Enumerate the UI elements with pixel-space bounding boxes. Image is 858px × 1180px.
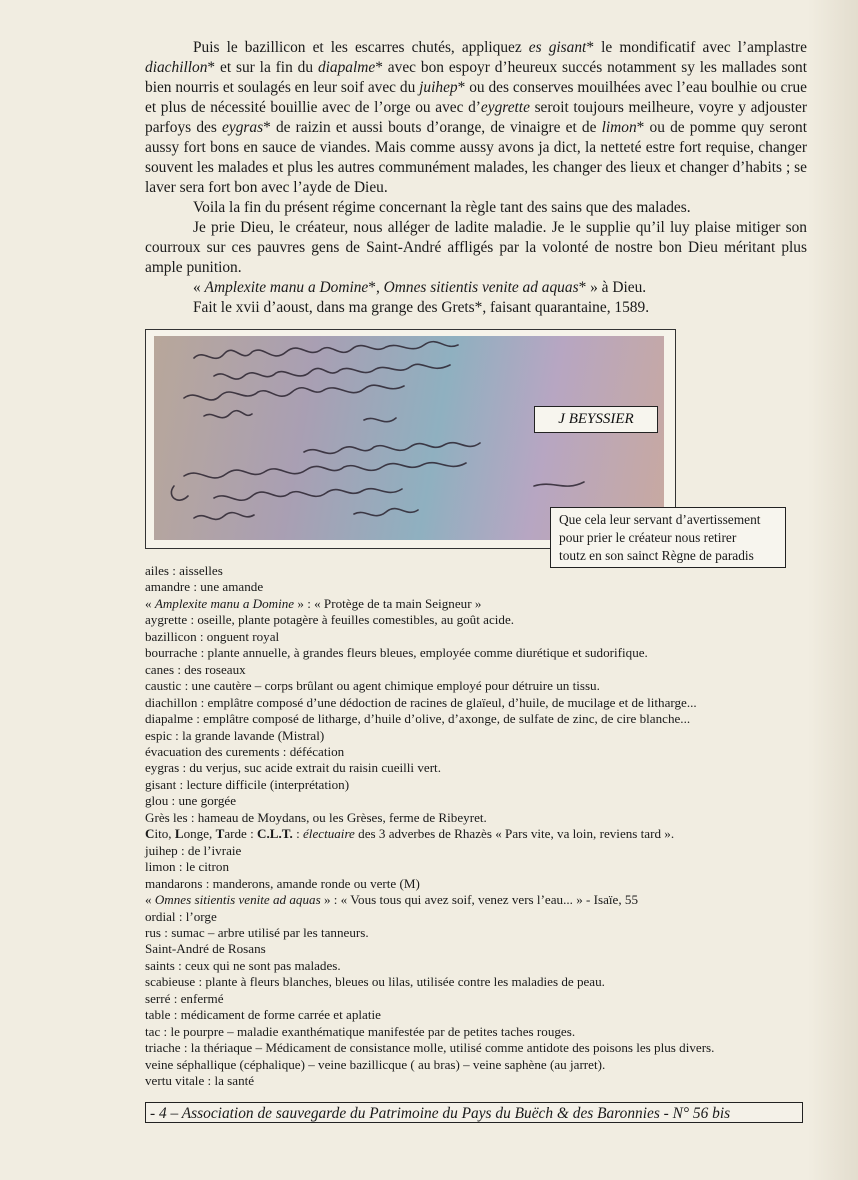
main-text [145, 38, 807, 318]
glossary-entry [145, 695, 810, 711]
glossary-entry [145, 876, 810, 892]
text-segment: * le mondificatif avec l’amplastre [586, 39, 808, 56]
text-segment: Grès les : hameau de Moydans, ou les Grèses, ferme de Ribeyret. [145, 809, 487, 825]
text-segment: C.L.T. [257, 826, 293, 842]
glossary-entry [145, 1057, 810, 1073]
text-segment: diapalme [317, 59, 376, 76]
text-segment: espic : la grande lavande (Mistral) [145, 727, 325, 743]
text-segment: évacuation des curements : défécation [145, 743, 345, 759]
text-segment: juihep [419, 79, 458, 96]
glossary-entry [145, 1007, 810, 1023]
text-segment: bazillicon : onguent royal [145, 628, 280, 644]
text-segment: limon : le citron [145, 859, 230, 875]
text-segment: * et sur la fin du [207, 59, 318, 76]
manuscript-caption [550, 507, 786, 568]
text-segment: rus : sumac – arbre utilisé par les tanneurs. [145, 924, 369, 940]
caption-line: pour prier le créateur nous retirer [559, 530, 737, 545]
glossary-entry [145, 711, 810, 727]
paragraph-3: Je prie Dieu, le créateur, nous alléger de ladite maladie. Je le supplie qu’il luy plaise mitiger son courroux sur ces pauvres gens de Saint-André affligés par la volonté de nostre bon Dieu méritant plus ample punition. [145, 219, 807, 276]
text-segment: * » à Dieu. [578, 279, 647, 296]
text-segment: onge, [183, 826, 216, 842]
text-segment: seroit toujours meilheure, voyre y adjouster parfoys des [145, 99, 807, 136]
text-segment: ordial : l’orge [145, 908, 217, 924]
text-segment: eygrette [480, 99, 530, 116]
text-segment: » : « Protège de ta main Seigneur » [294, 595, 482, 611]
page-edge-shadow [808, 0, 858, 1180]
text-segment: « [145, 595, 155, 611]
text-segment: Omnes sitientis venite ad aquas [383, 279, 579, 296]
text-segment: veine séphallique (céphalique) – veine bazillicque ( au bras) – veine saphène (au jarret). [145, 1056, 606, 1072]
text-segment: T [215, 826, 225, 842]
text-segment: : [292, 826, 303, 842]
text-segment: bourrache : plante annuelle, à grandes fleurs bleues, employée comme diurétique et sudorifique. [145, 645, 648, 661]
glossary-entry [145, 629, 810, 645]
glossary-entry [145, 941, 810, 957]
text-segment: * ou des conserves mouilhées avec l’eau boulhie ou crue et plus de nécessité bouillie avec de l’orge ou avec d’ [145, 79, 807, 116]
paragraph-1 [145, 38, 807, 198]
glossary-entry [145, 793, 810, 809]
text-segment: triache : la thériaque – Médicament de consistance molle, utilisé comme antidote des poisons les plus divers. [145, 1040, 715, 1056]
glossary-entry [145, 810, 810, 826]
glossary-entry [145, 1040, 810, 1056]
text-segment: gisant : lecture difficile (interprétation) [145, 776, 350, 792]
text-segment: ailes : aisselles [145, 563, 223, 578]
text-segment: des 3 adverbes de Rhazès « Pars vite, va loin, reviens tard ». [354, 826, 675, 842]
glossary-entry [145, 826, 810, 842]
page-footer: - 4 – Association de sauvegarde du Patrimoine du Pays du Buëch & des Baronnies - N° 56 bis [145, 1102, 803, 1123]
text-segment: mandarons : manderons, amande ronde ou verte (M) [145, 875, 420, 891]
glossary-entry [145, 662, 810, 678]
glossary-entry [145, 859, 810, 875]
text-segment: diapalme : emplâtre composé de litharge, d’huile d’olive, d’axonge, de sulfate de zinc, de cire blanche... [145, 711, 691, 727]
glossary-entry [145, 909, 810, 925]
text-segment: eygras [222, 119, 264, 136]
text-segment: * avec bon espoyr d’heureux succés notamment sy les mallades sont bien nourris et soulagés en leur soif avec du [145, 59, 807, 96]
text-segment: » : « Vous tous qui avez soif, venez vers l’eau... » - Isaïe, 55 [320, 892, 639, 908]
text-segment: glou : une gorgée [145, 793, 237, 809]
glossary-entry [145, 925, 810, 941]
glossary-entry [145, 728, 810, 744]
text-segment: tac : le pourpre – maladie exanthématique manifestée par de petites taches rouges. [145, 1023, 576, 1039]
glossary-list [145, 563, 810, 1090]
text-segment: juihep : de l’ivraie [145, 842, 242, 858]
paragraph-5: Fait le xvii d’aoust, dans ma grange des Grets*, faisant quarantaine, 1589. [193, 299, 650, 316]
text-segment: diachillon : emplâtre composé d’une dédoction de racines de glaïeul, d’huile, de mucilage et de litharge... [145, 694, 697, 710]
text-segment: L [174, 826, 184, 842]
text-segment: amandre : une amande [145, 579, 264, 595]
text-segment: aygrette : oseille, plante potagère à feuilles comestibles, au goût acide. [145, 612, 515, 628]
text-segment: « [145, 892, 155, 908]
glossary-entry [145, 974, 810, 990]
text-segment: Omnes sitientis venite ad aquas [154, 892, 321, 908]
text-segment: table : médicament de forme carrée et aplatie [145, 1007, 381, 1023]
glossary-entry [145, 645, 810, 661]
text-segment: Puis le bazillicon et les escarres chutés, appliquez [193, 39, 529, 56]
text-segment: eygras : du verjus, suc acide extrait du raisin cueilli vert. [145, 760, 441, 776]
text-segment: diachillon [145, 59, 208, 76]
text-segment: scabieuse : plante à fleurs blanches, bleues ou lilas, utilisée contre les maladies de peau. [145, 974, 605, 990]
glossary-entry [145, 958, 810, 974]
glossary-entry [145, 991, 810, 1007]
paragraph-4 [145, 278, 807, 298]
paragraph-2: Voila la fin du présent régime concernant la règle tant des sains que des malades. [193, 199, 691, 216]
glossary-entry [145, 612, 810, 628]
glossary-entry [145, 892, 810, 908]
text-segment: Amplexite manu a Domine [154, 595, 295, 611]
text-segment: es gisant [528, 39, 587, 56]
text-segment: canes : des roseaux [145, 661, 246, 677]
text-segment: saints : ceux qui ne sont pas malades. [145, 957, 341, 973]
text-segment: électuaire [303, 826, 355, 842]
text-segment: « [193, 279, 205, 296]
glossary-entry [145, 596, 810, 612]
text-segment: ito, [154, 826, 175, 842]
glossary-entry [145, 1073, 810, 1089]
glossary-entry [145, 843, 810, 859]
glossary-entry [145, 563, 810, 579]
signature-label: J BEYSSIER [534, 406, 658, 433]
glossary-entry [145, 678, 810, 694]
text-segment: Amplexite manu a Domine [204, 279, 369, 296]
caption-line: Que cela leur servant d’avertissement [559, 512, 761, 527]
glossary-entry [145, 760, 810, 776]
text-segment: arde : [224, 826, 258, 842]
text-segment: * ou de pomme quy seront aussy fort bons en sauce de viandes. Mais comme aussy avons ja dict, la netteté estre fort requise, changer souvent les malades et plus les autres communément malades, les changer des lieux et changer d’habits ; se laver sera fort bon avec l’ayde de Dieu. [145, 119, 808, 196]
text-segment: limon [601, 119, 637, 136]
glossary-entry [145, 1024, 810, 1040]
text-segment: vertu vitale : la santé [145, 1073, 255, 1089]
text-segment: serré : enfermé [145, 990, 224, 1006]
caption-line: toutz en son sainct Règne de paradis [559, 548, 754, 563]
glossary-entry [145, 777, 810, 793]
glossary-entry [145, 579, 810, 595]
text-segment: C [145, 826, 155, 842]
text-segment: Saint-André de Rosans [145, 941, 266, 957]
glossary-entry [145, 744, 810, 760]
text-segment: *, [368, 279, 384, 296]
text-segment: caustic : une cautère – corps brûlant ou agent chimique employé pour détruire un tissu. [145, 678, 600, 694]
text-segment: * de raizin et aussi bouts d’orange, de vinaigre et de [263, 119, 602, 136]
